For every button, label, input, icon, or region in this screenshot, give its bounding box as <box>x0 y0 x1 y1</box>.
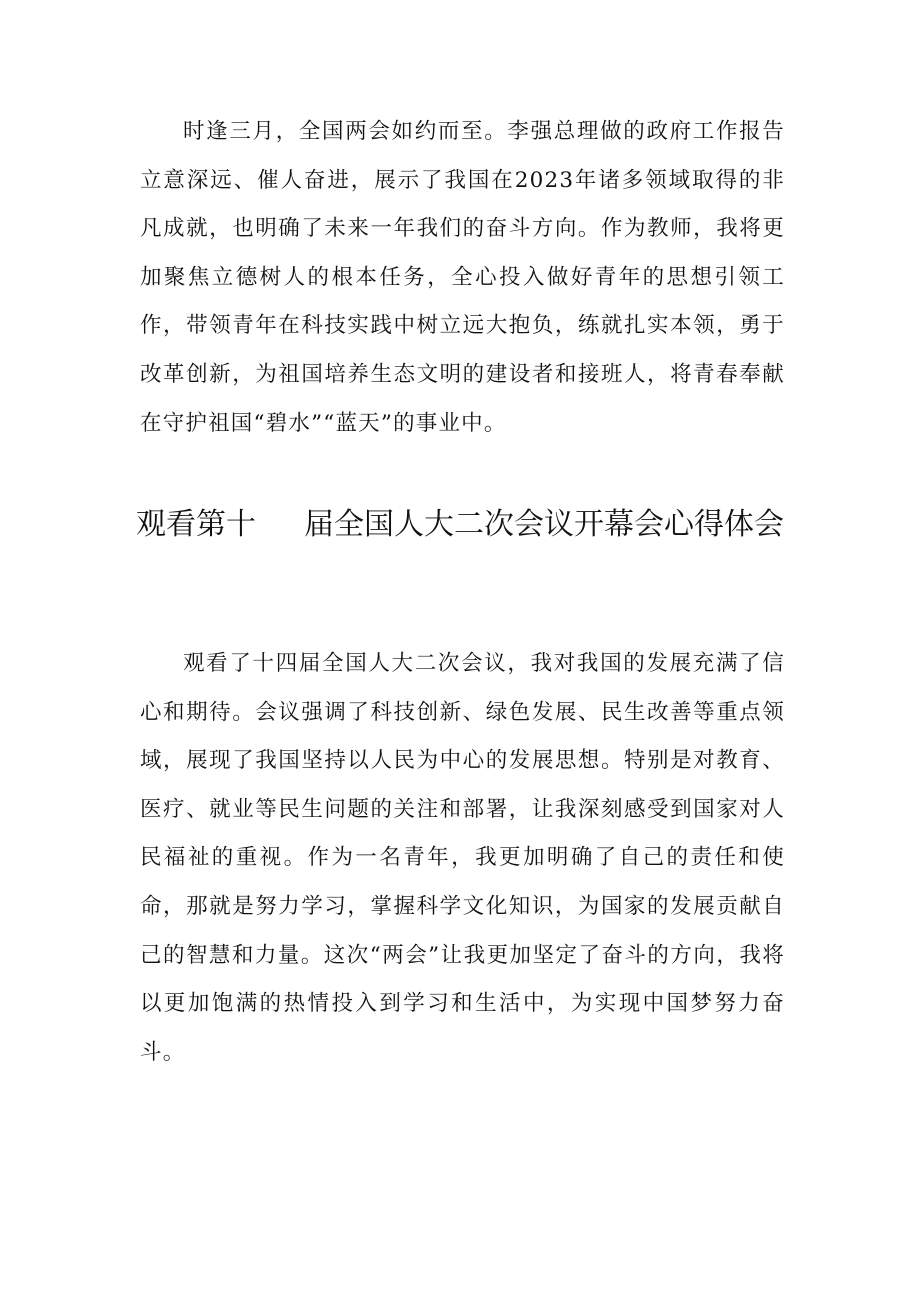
paragraph-2: 观看了十四届全国人大二次会议，我对我国的发展充满了信心和期待。会议强调了科技创新、绿色发展、民生改善等重点领域，展现了我国坚持以人民为中心的发展思想。特别是对教育、医疗、就业等民生问题的关注和部署，让我深刻感受到国家对人民福祉的重视。作为一名青年，我更加明确了自己的责任和使命，那就是努力学习，掌握科学文化知识，为国家的发展贡献自己的智慧和力量。这次“两会”让我更加坚定了奋斗的方向，我将以更加饱满的热情投入到学习和生活中，为实现中国梦努力奋斗。 <box>140 651 785 1065</box>
section-heading <box>110 500 810 550</box>
heading-part-2: 届全国人大二次会议开幕会心得体会 <box>304 507 784 542</box>
paragraph-1: 时逢三月，全国两会如约而至。李强总理做的政府工作报告立意深远、催人奋进，展示了我国在2023年诸多领域取得的非凡成就，也明确了未来一年我们的奋斗方向。作为教师，我将更加聚焦立德树人的根本任务，全心投入做好青年的思想引领工作，带领青年在科技实践中树立远大抱负，练就扎实本领，勇于改革创新，为祖国培养生态文明的建设者和接班人，将青春奉献在守护祖国“碧水”“蓝天”的事业中。 <box>140 119 785 436</box>
heading-part-1: 观看第十 <box>136 507 256 542</box>
